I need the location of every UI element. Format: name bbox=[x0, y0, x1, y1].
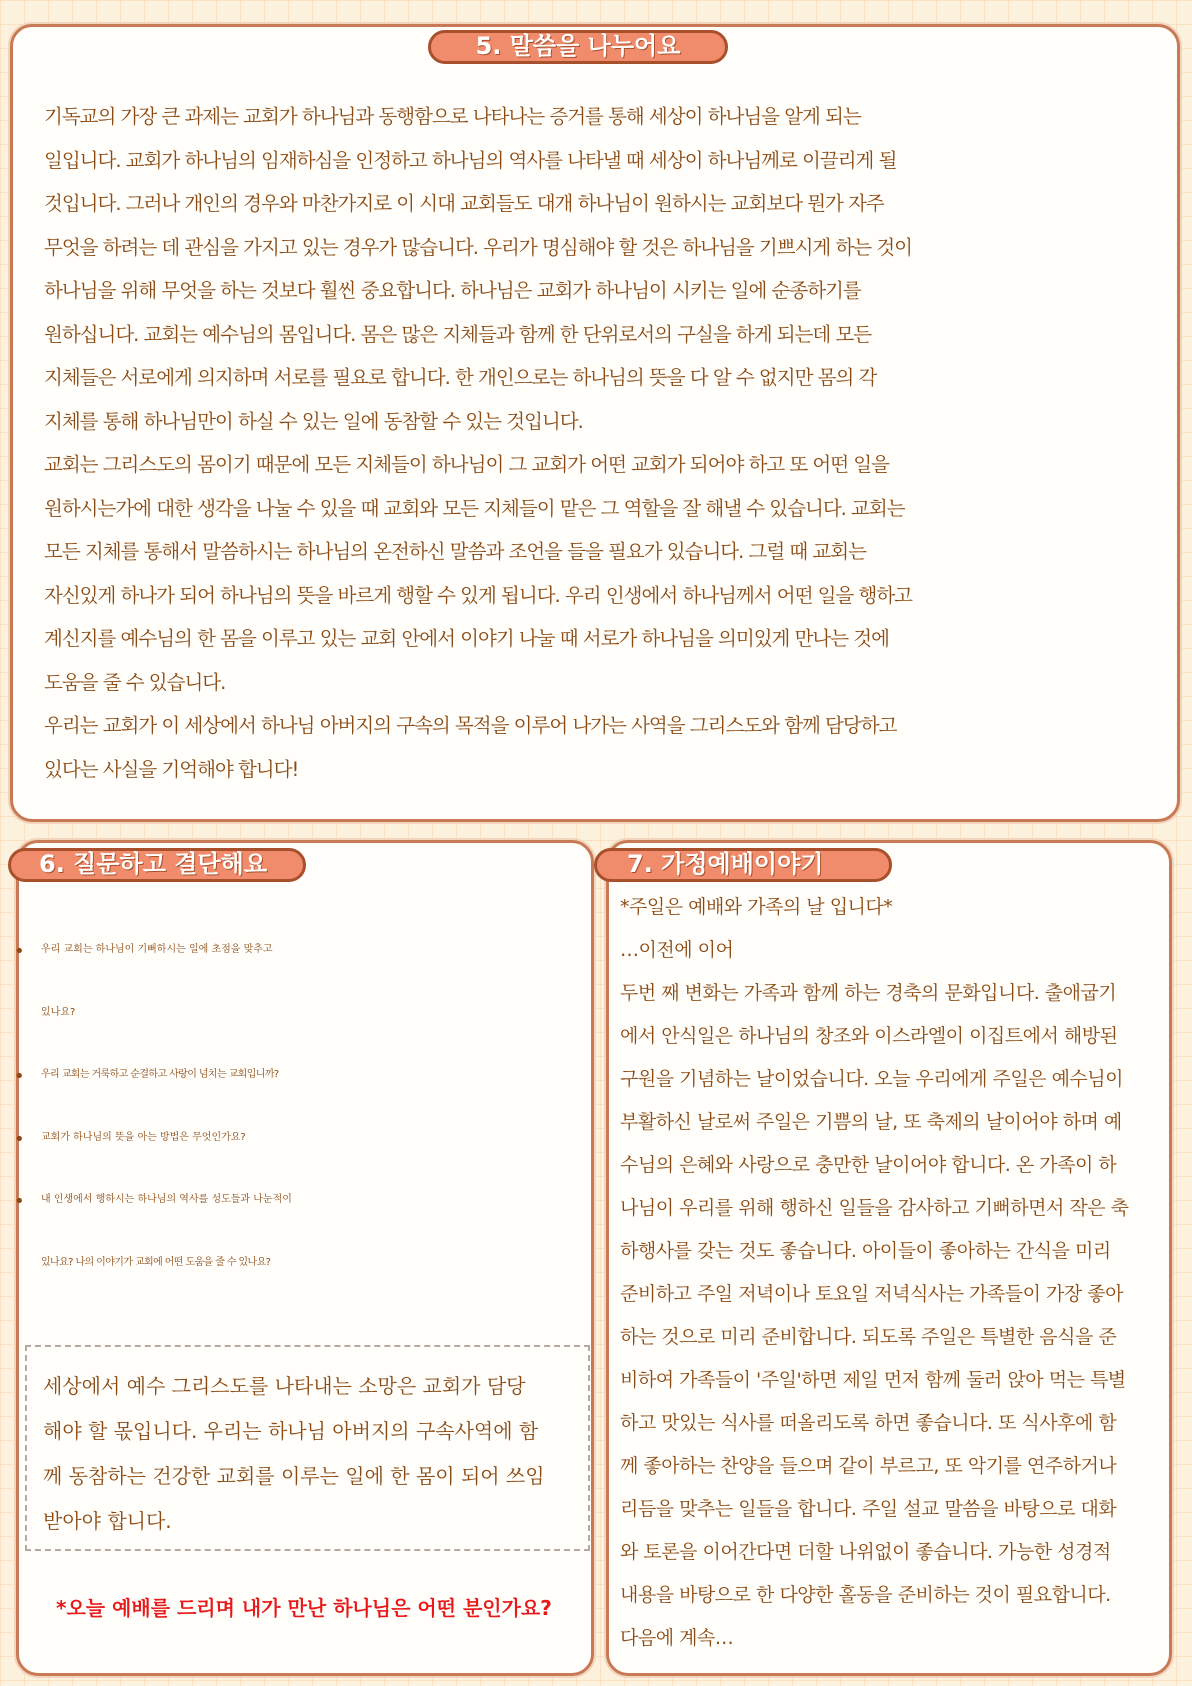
section5-line: 지체들은 서로에게 의지하며 서로를 필요로 합니다. 한 개인으로는 하나님의 뜻을 다 알 수 없지만 몸의 각 bbox=[44, 366, 877, 389]
reflection-box bbox=[25, 1345, 590, 1551]
question-3: 교회가 하나님의 뜻을 아는 방법은 무엇인가요? bbox=[41, 1132, 246, 1143]
section7-line: 하고 맛있는 식사를 떠올리도록 하면 좋습니다. 또 식사후에 함 bbox=[620, 1412, 1117, 1434]
question-2: 우리 교회는 거룩하고 순결하고 사랑이 넘치는 교회입니까? bbox=[41, 1069, 279, 1080]
reflection-prompt: *오늘 예배를 드리며 내가 만난 하나님은 어떤 분인가요? bbox=[56, 1596, 552, 1620]
section5-line: 우리는 교회가 이 세상에서 하나님 아버지의 구속의 목적을 이루어 나가는 사역을 그리스도와 함께 담당하고 bbox=[44, 714, 897, 737]
question-4-line-1: 내 인생에서 행하시는 하나님의 역사를 성도들과 나눈적이 bbox=[41, 1194, 292, 1205]
question-4-line-2: 있나요? 나의 이야기가 교회에 어떤 도움을 줄 수 있나요? bbox=[41, 1257, 271, 1268]
section7-line: 준비하고 주일 저녁이나 토요일 저녁식사는 가족들이 가장 좋아 bbox=[620, 1283, 1123, 1305]
section5-line: 일입니다. 교회가 하나님의 임재하심을 인정하고 하나님의 역사를 나타낼 때 세상이 하나님께로 이끌리게 될 bbox=[44, 148, 897, 172]
section5-line: 자신있게 하나가 되어 하나님의 뜻을 바르게 행할 수 있게 됩니다. 우리 인생에서 하나님께서 어떤 일을 행하고 bbox=[44, 583, 913, 607]
section5-line: 있다는 사실을 기억해야 합니다! bbox=[44, 757, 299, 781]
bullet: • bbox=[14, 1066, 25, 1087]
reflection-line: 세상에서 예수 그리스도를 나타내는 소망은 교회가 담당 bbox=[43, 1374, 526, 1398]
section7-line: 다음에 계속… bbox=[620, 1627, 734, 1649]
section7-line: …이전에 이어 bbox=[620, 939, 734, 961]
section5-line: 도움을 줄 수 있습니다. bbox=[44, 670, 226, 694]
section7-line: 두번 째 변화는 가족과 함께 하는 경축의 문화입니다. 출애굽기 bbox=[620, 982, 1117, 1004]
section7-line: 하는 것으로 미리 준비합니다. 되도록 주일은 특별한 음식을 준 bbox=[620, 1326, 1117, 1348]
section7-line: 부활하신 날로써 주일은 기쁨의 날, 또 축제의 날이어야 하며 예 bbox=[620, 1111, 1122, 1133]
section7-line: *주일은 예배와 가족의 날 입니다* bbox=[620, 896, 893, 918]
question-1-line-1: 우리 교회는 하나님이 기뻐하시는 일에 초점을 맞추고 bbox=[41, 944, 273, 955]
section5-line: 원하시는가에 대한 생각을 나눌 수 있을 때 교회와 모든 지체들이 맡은 그 역할을 잘 해낼 수 있습니다. 교회는 bbox=[44, 496, 905, 520]
section5-line: 하나님을 위해 무엇을 하는 것보다 훨씬 중요합니다. 하나님은 교회가 하나님이 시키는 일에 순종하기를 bbox=[44, 279, 861, 302]
bullet: • bbox=[14, 1129, 25, 1150]
section5-title: 5. 말씀을 나누어요 bbox=[428, 30, 728, 64]
section7-line: 비하여 가족들이 '주일'하면 제일 먼저 함께 둘러 앉아 먹는 특별 bbox=[620, 1369, 1126, 1391]
section5-line: 것입니다. 그러나 개인의 경우와 마찬가지로 이 시대 교회들도 대개 하나님이 원하시는 교회보다 뭔가 자주 bbox=[44, 192, 884, 215]
section5-body bbox=[44, 95, 1174, 791]
question-1-line-2: 있나요? bbox=[41, 1007, 76, 1018]
bullet: • bbox=[14, 1191, 25, 1212]
section7-line: 리듬을 맞추는 일들을 합니다. 주일 설교 말씀을 바탕으로 대화 bbox=[620, 1498, 1117, 1520]
section5-line: 기독교의 가장 큰 과제는 교회가 하나님과 동행함으로 나타나는 증거를 통해 세상이 하나님을 알게 되는 bbox=[44, 105, 861, 128]
section7-title: 7. 가정예배이야기 bbox=[594, 848, 892, 882]
section5-line: 계신지를 예수님의 한 몸을 이루고 있는 교회 안에서 이야기 나눌 때 서로가 하나님을 의미있게 만나는 것에 bbox=[44, 627, 889, 650]
section7-line: 내용을 바탕으로 한 다양한 홀동을 준비하는 것이 필요합니다. bbox=[620, 1584, 1111, 1606]
section7-line: 하행사를 갖는 것도 좋습니다. 아이들이 좋아하는 간식을 미리 bbox=[620, 1240, 1111, 1262]
section5-line: 모든 지체를 통해서 말씀하시는 하나님의 온전하신 말씀과 조언을 들을 필요가 있습니다. 그럴 때 교회는 bbox=[44, 540, 866, 563]
section5-line: 지체를 통해 하나님만이 하실 수 있는 일에 동참할 수 있는 것입니다. bbox=[44, 409, 583, 433]
reflection-line: 해야 할 몫입니다. 우리는 하나님 아버지의 구속사역에 함 bbox=[43, 1419, 539, 1443]
section7-line: 수님의 은혜와 사랑으로 충만한 날이어야 합니다. 온 가족이 하 bbox=[620, 1154, 1117, 1176]
reflection-line: 받아야 합니다. bbox=[43, 1509, 172, 1533]
section6-title: 6. 질문하고 결단해요 bbox=[8, 848, 306, 882]
section7-line: 께 좋아하는 찬양을 들으며 같이 부르고, 또 악기를 연주하거나 bbox=[620, 1455, 1117, 1477]
section5-line: 교회는 그리스도의 몸이기 때문에 모든 지체들이 하나님이 그 교회가 어떤 교회가 되어야 하고 또 어떤 일을 bbox=[44, 453, 889, 476]
bullet: • bbox=[14, 941, 25, 962]
section5-line: 무엇을 하려는 데 관심을 가지고 있는 경우가 많습니다. 우리가 명심해야 할 것은 하나님을 기쁘시게 하는 것이 bbox=[44, 235, 913, 259]
section7-line: 나님이 우리를 위해 행하신 일들을 감사하고 기뻐하면서 작은 축 bbox=[620, 1197, 1129, 1219]
section7-line: 구원을 기념하는 날이었습니다. 오늘 우리에게 주일은 예수님이 bbox=[620, 1068, 1123, 1090]
section7-line: 와 토론을 이어간다면 더할 나위없이 좋습니다. 가능한 성경적 bbox=[620, 1541, 1111, 1563]
section7-line: 에서 안식일은 하나님의 창조와 이스라엘이 이집트에서 해방된 bbox=[620, 1025, 1118, 1047]
section5-line: 원하십니다. 교회는 예수님의 몸입니다. 몸은 많은 지체들과 함께 한 단위로서의 구실을 하게 되는데 모든 bbox=[44, 322, 872, 346]
reflection-line: 께 동참하는 건강한 교회를 이루는 일에 한 몸이 되어 쓰임 bbox=[43, 1464, 545, 1488]
